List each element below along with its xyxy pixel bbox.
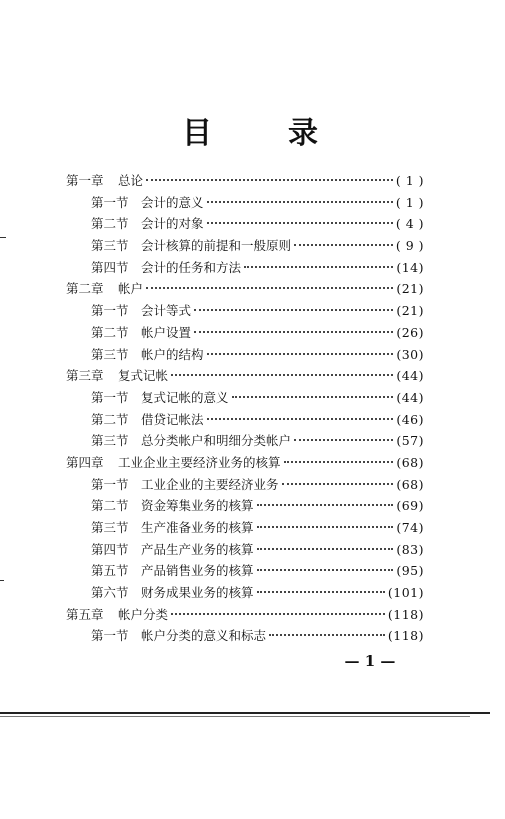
toc-section-entry[interactable] [66, 430, 424, 452]
toc-dot-leader [207, 222, 393, 224]
toc-dot-leader [257, 504, 394, 506]
toc-section-entry[interactable] [66, 474, 424, 496]
toc-section-entry[interactable] [66, 300, 424, 322]
toc-entry-title: 复式记帐的意义 [141, 389, 229, 405]
toc-entry-number: 第三节 [91, 346, 129, 362]
toc-entry-number: 第六节 [91, 585, 129, 601]
toc-entry-page: (68) [396, 476, 424, 492]
toc-entry-number: 第二章 [66, 281, 104, 297]
toc-entry-page: (118) [387, 606, 424, 622]
toc-section-entry[interactable] [66, 560, 424, 582]
toc-entry-page: (21) [396, 281, 424, 297]
toc-dot-leader [257, 591, 385, 593]
toc-entry-title: 财务成果业务的核算 [141, 585, 254, 601]
toc-entry-number: 第四节 [91, 259, 129, 275]
toc-dot-leader [146, 179, 393, 181]
toc-dot-leader [194, 309, 393, 311]
toc-chapter-entry[interactable] [66, 170, 424, 192]
toc-section-entry[interactable] [66, 495, 424, 517]
toc-entry-number: 第三节 [91, 238, 129, 254]
toc-entry-number: 第一节 [91, 194, 129, 210]
toc-section-entry[interactable] [66, 235, 424, 257]
toc-entry-page: ( 1 ) [395, 173, 424, 188]
toc-entry-title: 帐户 [118, 281, 144, 297]
toc-dot-leader [294, 244, 393, 246]
toc-dot-leader [207, 201, 393, 203]
toc-entry-number: 第一节 [91, 628, 129, 644]
toc-dot-leader [282, 483, 394, 485]
scan-rule-line [0, 712, 490, 714]
toc-entry-number: 第二节 [91, 411, 129, 427]
toc-entry-title: 会计核算的前提和一般原则 [141, 238, 292, 254]
toc-entry-number: 第三节 [91, 520, 129, 535]
toc-chapter-entry[interactable] [66, 365, 424, 387]
toc-section-entry[interactable] [66, 387, 424, 409]
toc-entry-title: 借贷记帐法 [141, 411, 204, 427]
toc-entry-number: 第三节 [91, 433, 129, 449]
scan-rule-line-secondary [0, 716, 470, 717]
toc-entry-title: 总论 [118, 173, 144, 188]
toc-entry-page: (95) [396, 563, 424, 579]
toc-entry-number: 第一节 [91, 476, 129, 492]
table-of-contents [66, 170, 424, 647]
toc-dot-leader [207, 353, 394, 355]
page-title [0, 112, 505, 156]
toc-dot-leader [257, 548, 394, 550]
toc-entry-title: 会计的意义 [141, 194, 204, 210]
toc-dot-leader [294, 439, 393, 441]
toc-chapter-entry[interactable] [66, 604, 424, 626]
toc-entry-title: 复式记帐 [118, 368, 169, 384]
toc-dot-leader [207, 418, 394, 420]
toc-entry-title: 帐户的结构 [141, 346, 204, 362]
toc-entry-page: (57) [396, 433, 424, 449]
toc-entry-page: (44) [396, 389, 424, 405]
toc-dot-leader [269, 634, 385, 636]
toc-section-entry[interactable] [66, 257, 424, 279]
toc-entry-page: ( 9 ) [395, 238, 424, 254]
toc-entry-page: (101) [387, 585, 424, 601]
toc-entry-title: 产品销售业务的核算 [141, 563, 254, 579]
toc-entry-title: 工业企业主要经济业务的核算 [118, 454, 281, 470]
toc-entry-number: 第二节 [91, 216, 129, 232]
toc-dot-leader [244, 266, 393, 268]
toc-entry-page: (14) [396, 259, 424, 275]
scan-speck [0, 237, 6, 238]
toc-dot-leader [257, 526, 394, 528]
title-char-2: 录 [288, 116, 318, 151]
toc-entry-title: 帐户分类的意义和标志 [141, 628, 267, 644]
toc-entry-number: 第五章 [66, 606, 104, 622]
toc-section-entry[interactable] [66, 192, 424, 214]
toc-entry-number: 第一节 [91, 303, 129, 319]
toc-entry-number: 第二节 [91, 324, 129, 340]
toc-entry-number: 第一章 [66, 173, 104, 188]
toc-entry-page: (74) [396, 520, 424, 535]
toc-entry-page: (118) [387, 628, 424, 644]
toc-entry-number: 第四节 [91, 541, 129, 557]
toc-entry-page: ( 1 ) [395, 194, 424, 210]
toc-section-entry[interactable] [66, 517, 424, 539]
toc-section-entry[interactable] [66, 322, 424, 344]
toc-chapter-entry[interactable] [66, 278, 424, 300]
toc-section-entry[interactable] [66, 582, 424, 604]
toc-entry-page: (30) [396, 346, 424, 362]
toc-entry-title: 会计等式 [141, 303, 192, 319]
toc-entry-title: 会计的对象 [141, 216, 204, 232]
toc-dot-leader [257, 569, 394, 571]
toc-dot-leader [194, 331, 393, 333]
toc-entry-title: 帐户分类 [118, 606, 169, 622]
toc-entry-page: ( 4 ) [395, 216, 424, 232]
toc-dot-leader [232, 396, 394, 398]
scan-speck [0, 580, 4, 581]
toc-entry-title: 生产准备业务的核算 [141, 520, 254, 535]
toc-entry-title: 工业企业的主要经济业务 [141, 476, 279, 492]
toc-chapter-entry[interactable] [66, 452, 424, 474]
toc-section-entry[interactable] [66, 625, 424, 647]
toc-entry-title: 总分类帐户和明细分类帐户 [141, 433, 292, 449]
toc-entry-number: 第四章 [66, 454, 104, 470]
toc-dot-leader [171, 374, 393, 376]
toc-entry-title: 产品生产业务的核算 [141, 541, 254, 557]
toc-section-entry[interactable] [66, 344, 424, 366]
toc-entry-title: 帐户设置 [141, 324, 192, 340]
toc-entry-number: 第二节 [91, 498, 129, 514]
toc-dot-leader [146, 287, 393, 289]
toc-dot-leader [171, 613, 385, 615]
toc-entry-number: 第一节 [91, 389, 129, 405]
toc-entry-number: 第五节 [91, 563, 129, 579]
toc-entry-page: (26) [396, 324, 424, 340]
toc-dot-leader [284, 461, 394, 463]
toc-entry-page: (46) [396, 411, 424, 427]
toc-section-entry[interactable] [66, 409, 424, 431]
toc-entry-page: (21) [396, 303, 424, 319]
toc-entry-title: 资金筹集业务的核算 [141, 498, 254, 514]
toc-entry-number: 第三章 [66, 368, 104, 384]
page-number: — 1 — [344, 652, 396, 670]
toc-entry-page: (44) [396, 368, 424, 384]
toc-section-entry[interactable] [66, 213, 424, 235]
toc-entry-title: 会计的任务和方法 [141, 259, 242, 275]
title-char-1: 目 [182, 116, 212, 151]
toc-entry-page: (68) [396, 454, 424, 470]
toc-entry-page: (83) [396, 541, 424, 557]
toc-section-entry[interactable] [66, 539, 424, 561]
toc-entry-page: (69) [396, 498, 424, 514]
